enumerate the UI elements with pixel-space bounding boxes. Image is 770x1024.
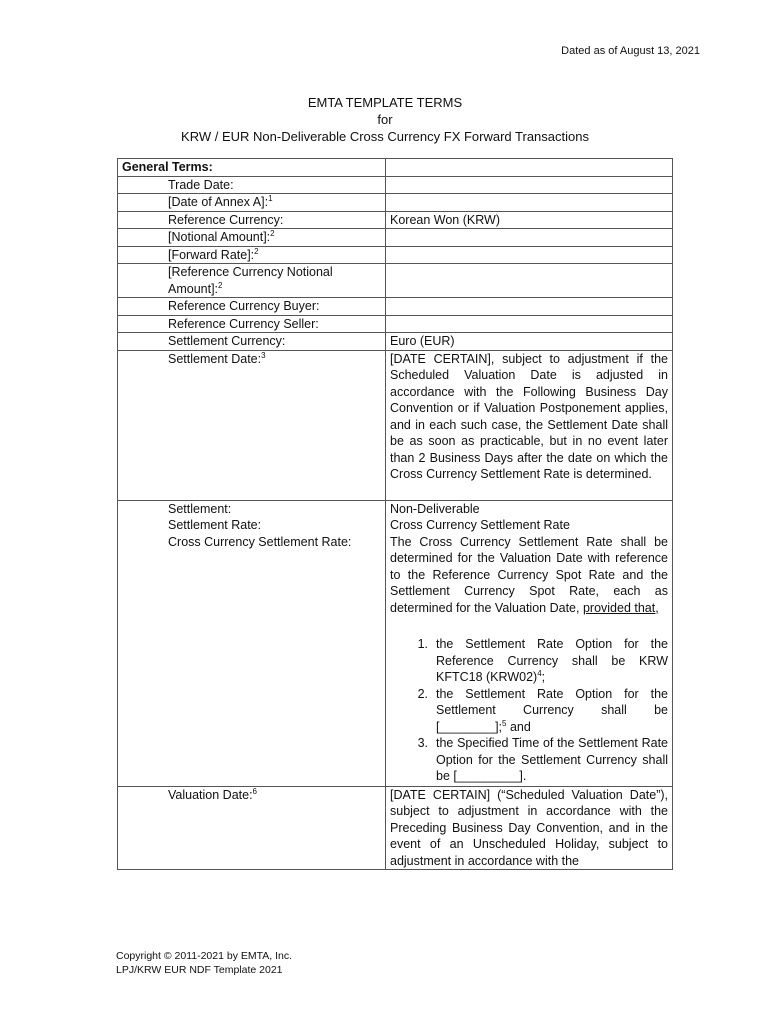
ccsr-value: The Cross Currency Settlement Rate shall be determined for the Valuation Date with reference to the Reference Currency Spot Rate and the Settlement Currency Spot Rate, each as determined for the Valuation Date, provided that, [390,534,668,615]
copyright-line: Copyright © 2011-2021 by EMTA, Inc. [116,950,293,962]
table-row [118,211,673,229]
footnote-ref: 2 [254,246,259,256]
footnote-ref: 2 [218,280,223,290]
annex-a-label: [Date of Annex A]:$^1$ [118,194,386,212]
rate-option-list [390,636,668,785]
table-row [118,246,673,264]
table-row [118,298,673,316]
settlement-date-label: Settlement Date:$^3$ [118,350,386,500]
settlement-date-value: [DATE CERTAIN], subject to adjustment if the Scheduled Valuation Date is adjusted in accordance with the Following Business Day Convention or if Valuation Postponement applies, and in each such case, the Settlement Date shall be as soon as practicable, but in no event later than 2 Business Days after the date on which the Cross Currency Settlement Rate is determined. [386,350,673,500]
table-row [118,194,673,212]
annex-a-value [386,194,673,212]
reference-currency-label: Reference Currency: [118,211,386,229]
terms-table [117,158,673,870]
settlement-label: Settlement: [168,501,232,516]
ccsr-label: Cross Currency Settlement Rate: [168,534,352,549]
footnote-ref: 4 [537,668,542,678]
footnote-ref: 2 [270,228,275,238]
reference-currency-value: Korean Won (KRW) [386,211,673,229]
title-line-1: EMTA TEMPLATE TERMS [307,95,463,110]
table-row [118,264,673,298]
table-row [118,176,673,194]
valuation-date-label: Valuation Date:$^6$ [118,786,386,870]
notional-amount-value [386,229,673,247]
settlement-block-values [386,500,673,786]
title-line-3: KRW / EUR Non-Deliverable Cross Currency FX Forward Transactions [181,129,589,144]
footnote-ref: 5 [502,718,507,728]
list-item: 3. the Specified Time of the Settlement Rate Option for the Settlement Currency shall be [_________]. [417,736,668,783]
table-row [118,315,673,333]
valuation-date-value: [DATE CERTAIN] (“Scheduled Valuation Date”), subject to adjustment in accordance with the Preceding Business Day Convention, and in the event of an Unscheduled Holiday, subject to adjustment in accordance with the [386,786,673,870]
settlement-value: Non-Deliverable [390,501,480,516]
list-item: 1. the Settlement Rate Option for the Reference Currency shall be KRW KFTC18 $(KRW02)^4$; [417,637,668,684]
provided-that: provided that, [582,600,659,615]
settlement-currency-value: Euro (EUR) [386,333,673,351]
general-terms-heading: General Terms: [118,159,386,177]
page-footer [116,949,292,977]
trade-date-value [386,176,673,194]
footnote-ref: 3 [261,350,266,360]
table-row [118,229,673,247]
forward-rate-value [386,246,673,264]
ref-ccy-seller-label: Reference Currency Seller: [118,315,386,333]
document-title [0,94,770,145]
settlement-currency-label: Settlement Currency: [118,333,386,351]
ref-ccy-notional-label: [Reference Currency Notional Amount]:$^2$ [118,264,386,298]
table-row [118,500,673,786]
list-item: 2. the Settlement Rate Option for the Settlement Currency shall be [________];$^5$ and [417,686,668,734]
title-line-2: for [377,112,393,127]
table-row [118,159,673,177]
ref-ccy-buyer-value [386,298,673,316]
table-row [118,333,673,351]
forward-rate-label: [Forward Rate]:$^2$ [118,246,386,264]
dated-as-of: Dated as of August 13, 2021 [561,45,700,57]
value-cell [386,159,673,177]
settlement-rate-label: Settlement Rate: [168,518,262,532]
settlement-rate-value: Cross Currency Settlement Rate [390,518,570,532]
footnote-ref: 1 [268,193,273,203]
ref-ccy-notional-value [386,264,673,298]
settlement-block-labels [118,500,386,786]
table-row [118,786,673,870]
table-row [118,350,673,500]
trade-date-label: Trade Date: [118,176,386,194]
ref-ccy-buyer-label: Reference Currency Buyer: [118,298,386,316]
notional-amount-label: [Notional Amount]:$^2$ [118,229,386,247]
footnote-ref: 6 [252,786,257,796]
template-line: LPJ/KRW EUR NDF Template 2021 [116,964,283,976]
ref-ccy-seller-value [386,315,673,333]
